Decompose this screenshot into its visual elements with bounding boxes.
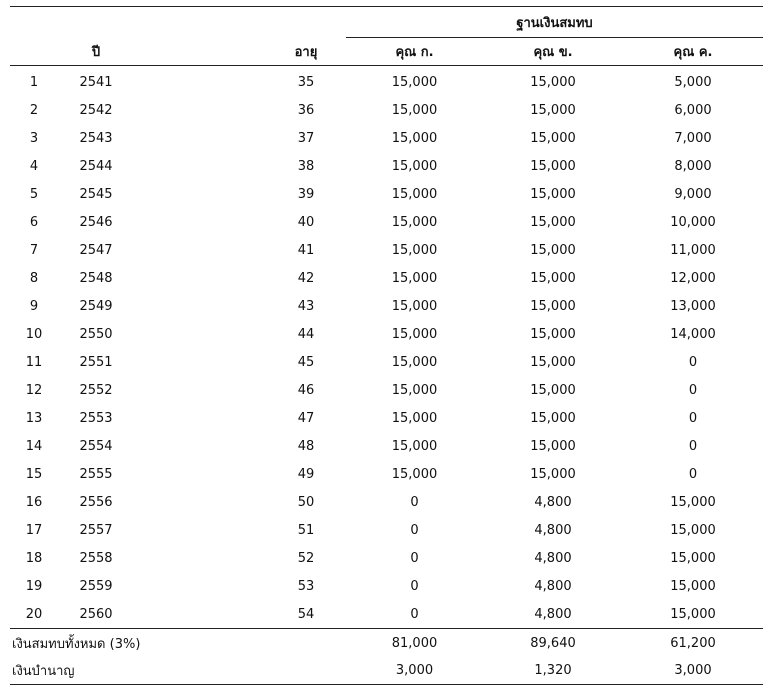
cell-age: 40 — [297, 214, 315, 230]
cell-age: 46 — [297, 382, 315, 398]
cell-year: 2544 — [79, 158, 113, 174]
cell-year: 2552 — [79, 382, 113, 398]
cell-gap — [134, 348, 266, 376]
table-row — [10, 96, 763, 124]
cell-age: 35 — [297, 74, 315, 90]
cell-person-a: 15,000 — [391, 298, 438, 314]
cell-person-a: 15,000 — [391, 354, 438, 370]
header-person-a: คุณ ก. — [346, 38, 483, 66]
cell-gap — [134, 488, 266, 516]
cell-index: 11 — [25, 354, 43, 370]
cell-index: 9 — [29, 298, 39, 314]
cell-gap — [134, 152, 266, 180]
cell-person-c: 0 — [688, 438, 698, 454]
cell-person-a: 0 — [410, 522, 419, 538]
cell-age: 48 — [297, 438, 315, 454]
cell-person-c: 0 — [688, 466, 698, 482]
table-body — [10, 66, 763, 629]
cell-person-b: 15,000 — [530, 326, 576, 342]
cell-person-b: 15,000 — [530, 410, 576, 426]
cell-person-b: 4,800 — [534, 522, 572, 538]
cell-person-b: 15,000 — [530, 74, 576, 90]
cell-person-c: 15,000 — [670, 550, 716, 566]
cell-index: 12 — [25, 382, 43, 398]
header-gap — [134, 38, 266, 66]
cell-age: 54 — [297, 606, 315, 622]
table-row — [10, 264, 763, 292]
cell-gap — [134, 516, 266, 544]
cell-index: 5 — [29, 186, 39, 202]
cell-index: 20 — [25, 606, 43, 622]
cell-year: 2542 — [79, 102, 113, 118]
cell-person-a: 15,000 — [391, 102, 438, 118]
cell-person-c: 13,000 — [670, 298, 716, 314]
header-person-b: คุณ ข. — [483, 38, 623, 66]
cell-person-b: 15,000 — [530, 242, 576, 258]
cell-year: 2560 — [79, 606, 113, 622]
cell-index: 14 — [25, 438, 43, 454]
cell-person-c: 15,000 — [670, 606, 716, 622]
cell-gap — [134, 264, 266, 292]
cell-gap — [134, 236, 266, 264]
cell-gap — [134, 460, 266, 488]
cell-person-a: 15,000 — [391, 158, 438, 174]
cell-year: 2547 — [79, 242, 113, 258]
cell-person-b: 15,000 — [530, 214, 576, 230]
cell-person-b: 15,000 — [530, 158, 576, 174]
table-row — [10, 404, 763, 432]
totals-row — [10, 629, 763, 658]
cell-year: 2557 — [79, 522, 113, 538]
cell-age: 36 — [297, 102, 315, 118]
cell-age: 41 — [297, 242, 315, 258]
table-row — [10, 236, 763, 264]
cell-person-b: 15,000 — [530, 186, 576, 202]
cell-year: 2549 — [79, 298, 113, 314]
cell-person-c: 11,000 — [670, 242, 716, 258]
cell-year: 2559 — [79, 578, 113, 594]
cell-person-b: 15,000 — [530, 466, 576, 482]
cell-age: 53 — [297, 578, 315, 594]
cell-age: 45 — [297, 354, 315, 370]
cell-year: 2558 — [79, 550, 113, 566]
cell-age: 42 — [297, 270, 315, 286]
cell-person-a: 15,000 — [391, 270, 438, 286]
header-age: อายุ — [266, 38, 346, 66]
table-row — [10, 152, 763, 180]
cell-index: 16 — [25, 494, 43, 510]
cell-person-c: 14,000 — [670, 326, 716, 342]
cell-person-b: 15,000 — [530, 438, 576, 454]
cell-person-c: 6,000 — [674, 102, 712, 118]
cell-index: 7 — [29, 242, 39, 258]
totals-label: เงินสมทบทั้งหมด (3%) — [10, 629, 346, 658]
pension-a: 3,000 — [346, 657, 483, 685]
cell-person-c: 0 — [688, 382, 698, 398]
cell-person-c: 0 — [688, 354, 698, 370]
cell-person-c: 12,000 — [670, 270, 716, 286]
cell-gap — [134, 208, 266, 236]
cell-person-c: 9,000 — [674, 186, 712, 202]
cell-index: 13 — [25, 410, 43, 426]
cell-year: 2550 — [79, 326, 113, 342]
cell-gap — [134, 600, 266, 629]
cell-person-b: 4,800 — [534, 578, 572, 594]
totals-b: 89,640 — [483, 629, 623, 658]
cell-age: 50 — [297, 494, 315, 510]
cell-gap — [134, 544, 266, 572]
cell-age: 52 — [297, 550, 315, 566]
cell-gap — [134, 124, 266, 152]
cell-year: 2554 — [79, 438, 113, 454]
table-row — [10, 488, 763, 516]
cell-age: 39 — [297, 186, 315, 202]
cell-person-a: 15,000 — [391, 186, 438, 202]
table-row — [10, 348, 763, 376]
cell-year: 2556 — [79, 494, 113, 510]
cell-person-a: 15,000 — [391, 382, 438, 398]
cell-person-a: 15,000 — [391, 438, 438, 454]
cell-index: 2 — [29, 102, 39, 118]
table-row — [10, 208, 763, 236]
table-row — [10, 180, 763, 208]
cell-gap — [134, 180, 266, 208]
cell-gap — [134, 96, 266, 124]
cell-year: 2545 — [79, 186, 113, 202]
cell-person-b: 15,000 — [530, 102, 576, 118]
table-row — [10, 544, 763, 572]
cell-person-b: 15,000 — [530, 382, 576, 398]
cell-person-a: 0 — [410, 606, 419, 622]
cell-age: 38 — [297, 158, 315, 174]
cell-person-c: 10,000 — [670, 214, 716, 230]
table-row — [10, 376, 763, 404]
table-row — [10, 600, 763, 629]
cell-person-a: 0 — [410, 494, 419, 510]
cell-person-a: 15,000 — [391, 326, 438, 342]
cell-person-a: 15,000 — [391, 242, 438, 258]
cell-year: 2541 — [79, 74, 113, 90]
cell-person-c: 15,000 — [670, 494, 716, 510]
cell-gap — [134, 572, 266, 600]
pension-c: 3,000 — [623, 657, 763, 685]
cell-person-c: 15,000 — [670, 578, 716, 594]
cell-index: 8 — [29, 270, 39, 286]
header-row-columns — [10, 38, 763, 66]
cell-year: 2553 — [79, 410, 113, 426]
cell-person-a: 15,000 — [391, 410, 438, 426]
cell-index: 1 — [29, 74, 39, 90]
cell-year: 2548 — [79, 270, 113, 286]
cell-person-a: 0 — [410, 578, 419, 594]
group-header-contribution-base: ฐานเงินสมทบ — [346, 7, 763, 38]
cell-age: 51 — [297, 522, 315, 538]
cell-person-b: 15,000 — [530, 298, 576, 314]
pension-b: 1,320 — [483, 657, 623, 685]
cell-person-a: 0 — [410, 550, 419, 566]
cell-gap — [134, 376, 266, 404]
cell-person-b: 4,800 — [534, 494, 572, 510]
cell-year: 2543 — [79, 130, 113, 146]
table-row — [10, 66, 763, 97]
cell-person-b: 15,000 — [530, 270, 576, 286]
cell-person-b: 15,000 — [530, 130, 576, 146]
cell-gap — [134, 432, 266, 460]
cell-person-b: 4,800 — [534, 606, 572, 622]
table-row — [10, 124, 763, 152]
cell-gap — [134, 292, 266, 320]
header-year: ปี — [58, 38, 134, 66]
cell-index: 6 — [29, 214, 39, 230]
contribution-table — [10, 6, 763, 685]
cell-gap — [134, 66, 266, 97]
cell-year: 2546 — [79, 214, 113, 230]
cell-person-c: 15,000 — [670, 522, 716, 538]
cell-year: 2555 — [79, 466, 113, 482]
cell-age: 37 — [297, 130, 315, 146]
table-row — [10, 432, 763, 460]
cell-age: 43 — [297, 298, 315, 314]
cell-person-c: 8,000 — [674, 158, 712, 174]
cell-year: 2551 — [79, 354, 113, 370]
pension-label: เงินบำนาญ — [10, 657, 346, 685]
cell-index: 15 — [25, 466, 43, 482]
cell-age: 47 — [297, 410, 315, 426]
table-row — [10, 460, 763, 488]
cell-person-b: 4,800 — [534, 550, 572, 566]
cell-person-c: 5,000 — [674, 74, 712, 90]
cell-index: 4 — [29, 158, 39, 174]
cell-index: 18 — [25, 550, 43, 566]
cell-age: 49 — [297, 466, 315, 482]
cell-gap — [134, 404, 266, 432]
cell-person-c: 0 — [688, 410, 698, 426]
cell-person-a: 15,000 — [391, 74, 438, 90]
table-row — [10, 572, 763, 600]
table-row — [10, 320, 763, 348]
cell-person-a: 15,000 — [391, 466, 438, 482]
header-person-c: คุณ ค. — [623, 38, 763, 66]
header-row-group — [10, 7, 763, 38]
cell-person-a: 15,000 — [391, 130, 438, 146]
cell-person-a: 15,000 — [391, 214, 438, 230]
totals-a: 81,000 — [346, 629, 483, 658]
cell-person-c: 7,000 — [674, 130, 712, 146]
cell-index: 10 — [25, 326, 43, 342]
cell-gap — [134, 320, 266, 348]
cell-person-b: 15,000 — [530, 354, 576, 370]
table-row — [10, 516, 763, 544]
pension-row — [10, 657, 763, 685]
cell-index: 3 — [29, 130, 39, 146]
cell-index: 19 — [25, 578, 43, 594]
header-spacer — [10, 7, 346, 38]
header-idx — [10, 38, 58, 66]
table-row — [10, 292, 763, 320]
cell-index: 17 — [25, 522, 43, 538]
totals-c: 61,200 — [623, 629, 763, 658]
cell-age: 44 — [297, 326, 315, 342]
